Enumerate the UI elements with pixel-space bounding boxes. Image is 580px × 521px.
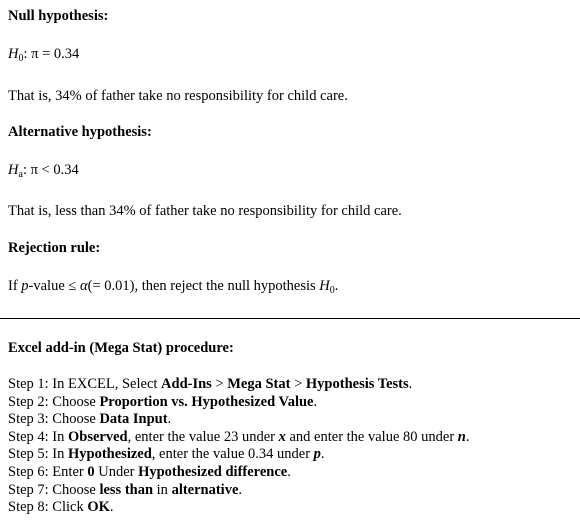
null-hypothesis-expression: : π = 0.34 [23, 46, 80, 62]
step-emphasis: Hypothesized difference [138, 463, 288, 480]
alternative-hypothesis-formula [8, 162, 79, 180]
procedure-steps [8, 376, 469, 517]
step-text: , enter the value 23 under [127, 428, 279, 445]
step-text: Step 8: Click [8, 499, 88, 516]
step-text: Step 3: Choose [8, 411, 100, 428]
step-text: > [290, 376, 306, 392]
h-symbol: H [319, 278, 330, 294]
step-text: . [287, 463, 291, 480]
step-variable: p [313, 446, 321, 463]
step-emphasis: 0 [87, 463, 95, 480]
step-1 [8, 376, 469, 394]
step-variable: n [457, 428, 466, 445]
step-text: Under [94, 463, 139, 480]
step-text: . [167, 411, 172, 428]
step-text: Step 1: In EXCEL, Select [8, 376, 162, 392]
procedure-heading: Excel add-in (Mega Stat) procedure: [8, 340, 234, 356]
h-subscript: 0 [18, 53, 24, 64]
step-text: Step 4: In [8, 428, 69, 445]
step-5 [8, 446, 469, 464]
step-variable: x [278, 428, 286, 445]
step-text: Step 6: Enter [8, 463, 88, 480]
step-2 [8, 394, 469, 412]
rejection-text-part: -value ≤ [28, 278, 80, 294]
p-symbol: p [21, 278, 29, 294]
rejection-rule-heading: Rejection rule: [8, 240, 101, 256]
step-3 [8, 411, 469, 429]
null-hypothesis-heading: Null hypothesis: [8, 8, 109, 24]
step-emphasis: Data Input [99, 411, 168, 428]
step-text: . [408, 376, 413, 392]
step-text: . [313, 393, 318, 410]
h-symbol: H [8, 162, 19, 178]
step-text: , enter the value 0.34 under [151, 446, 314, 463]
step-text: Step 7: Choose [8, 481, 100, 498]
h-subscript: 0 [329, 285, 335, 296]
step-emphasis: OK [87, 499, 110, 516]
step-text: . [238, 481, 243, 498]
step-text: and enter the value 80 under [285, 428, 458, 445]
step-emphasis: alternative [171, 481, 239, 498]
step-emphasis: Hypothesis Tests [305, 376, 409, 392]
alternative-hypothesis-interpretation: That is, less than 34% of father take no responsibility for child care. [8, 203, 402, 219]
step-text: Step 5: In [8, 446, 69, 463]
h-symbol: H [8, 46, 19, 62]
step-4 [8, 429, 469, 447]
step-text: > [211, 376, 228, 392]
rejection-text-part: . [334, 278, 339, 294]
alpha-symbol: α [79, 278, 88, 294]
null-hypothesis-formula [8, 46, 79, 64]
null-hypothesis-interpretation: That is, 34% of father take no responsibility for child care. [8, 88, 348, 104]
step-text: . [109, 499, 114, 516]
step-text: . [320, 446, 325, 463]
rejection-text-part: (= 0.01), then reject the null hypothesis [87, 278, 320, 294]
step-emphasis: Proportion vs. Hypothesized Value [99, 393, 314, 410]
step-emphasis: Hypothesized [68, 446, 152, 463]
step-emphasis: Add-Ins [161, 376, 212, 392]
step-emphasis: Mega Stat [227, 376, 291, 392]
step-7 [8, 482, 469, 500]
section-divider [0, 318, 580, 319]
alternative-hypothesis-heading: Alternative hypothesis: [8, 124, 152, 140]
step-text: in [153, 481, 172, 498]
alternative-hypothesis-expression: : π < 0.34 [22, 162, 79, 178]
step-text: . [465, 428, 470, 445]
step-8 [8, 499, 469, 517]
rejection-text-part: If [8, 278, 22, 294]
step-emphasis: less than [99, 481, 154, 498]
step-6 [8, 464, 469, 482]
step-text: Step 2: Choose [8, 393, 100, 410]
step-emphasis: Observed [68, 428, 128, 445]
h-subscript: a [18, 169, 23, 180]
rejection-rule-statement [8, 278, 338, 296]
